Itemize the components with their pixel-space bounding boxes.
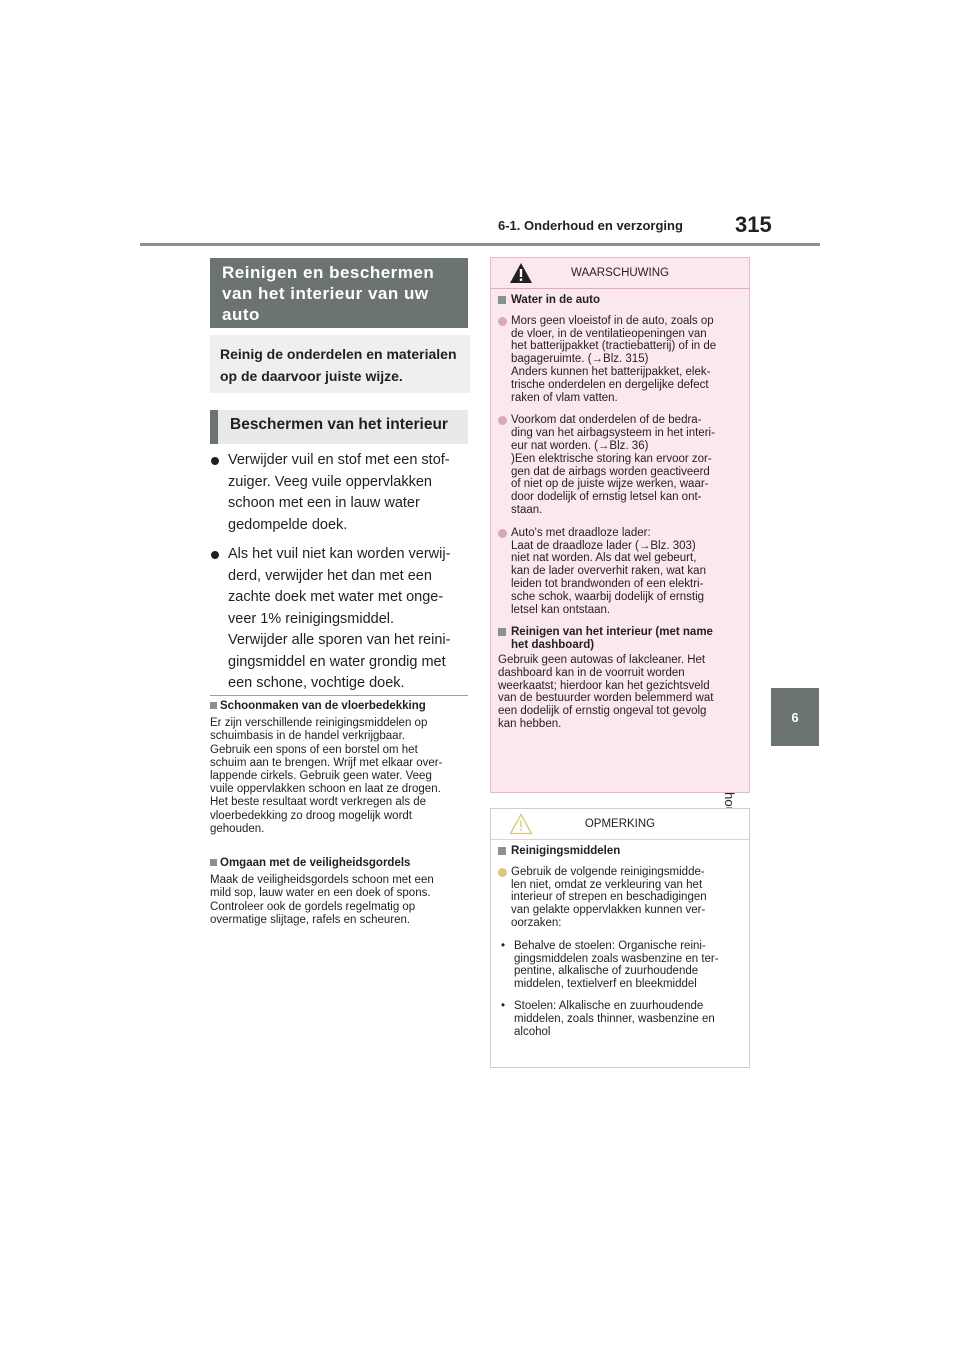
warning-subheading-text: Reinigen van het interieur (met name	[511, 626, 713, 639]
warning-line: dashboard kan in de voorruit worden	[498, 666, 685, 679]
belts-line: overmatige slijtage, rafels en scheuren.	[210, 913, 411, 926]
bullet-dot-icon	[211, 457, 219, 465]
note-line: middelen, textielverf en bleekmiddel	[514, 978, 697, 991]
floor-line: Er zijn verschillende reinigingsmiddelen op	[210, 717, 428, 730]
belts-line: Maak de veiligheidsgordels schoon met een	[210, 874, 434, 887]
bullet-item	[210, 544, 472, 695]
warning-line: of niet op de juiste wijze werken, waar-	[511, 478, 709, 491]
bullet-line: schoon met een in lauw water	[228, 495, 420, 511]
floor-line: vloerbedekking zo droog mogelijk wordt	[210, 809, 412, 822]
warning-line: sche schok, waarbij dodelijk of ernstig	[511, 590, 705, 603]
warning-line: Laat de draadloze lader (→Blz. 303)	[511, 539, 696, 552]
note-line: gingsmiddelen zoals wasbenzine en ter-	[514, 952, 719, 965]
note-subheading	[498, 845, 741, 858]
bullet-line: Verwijder alle sporen van het reini-	[228, 632, 451, 648]
warning-line: gen dat de airbags worden geactiveerd	[511, 465, 710, 478]
warning-item	[498, 315, 741, 405]
bullet-item	[210, 450, 472, 536]
warning-line: niet nat worden. Als dat wel gebeurt,	[511, 552, 697, 565]
belts-line: mild sop, lauw water en een doek of spons.	[210, 887, 431, 900]
floor-heading-text: Schoonmaken van de vloerbedekking	[220, 700, 426, 712]
note-line: oorzaken:	[511, 916, 562, 929]
note-sub-marker: •	[501, 999, 506, 1012]
belts-line: Controleer ook de gordels regelmatig op	[210, 900, 416, 913]
main-heading-line: auto	[222, 305, 260, 324]
warning-subheading-text: het dashboard)	[511, 639, 595, 652]
warning-title: WAARSCHUWING	[571, 267, 669, 279]
warning-line: Gebruik geen autowas of lakcleaner. Het	[498, 653, 706, 666]
warning-subheading	[498, 626, 741, 652]
warning-line: trische onderdelen en dergelijke defect	[511, 378, 709, 391]
floor-line: schuim aan te brengen. Wrijf met elkaar over-	[210, 756, 443, 769]
warning-item	[498, 414, 741, 516]
warning-line: ding van het airbagsysteem in het interi-	[511, 427, 715, 440]
note-line: Stoelen: Alkalische en zuurhoudende	[514, 999, 704, 1012]
seatbelts-block	[210, 857, 472, 927]
warning-line: Anders kunnen het batterijpakket, elek-	[511, 365, 711, 378]
note-line: Gebruik de volgende reinigingsmidde-	[511, 865, 705, 878]
floor-line: Het beste resultaat wordt verkregen als de	[210, 796, 427, 809]
note-box	[490, 808, 750, 1068]
note-line: Behalve de stoelen: Organische reini-	[514, 939, 706, 952]
bullet-line: veer 1% reinigingsmiddel.	[228, 610, 395, 627]
warning-line: kan hebben.	[498, 717, 562, 730]
note-subitem	[498, 940, 741, 991]
bullet-line: zuiger. Veeg vuile oppervlakken	[228, 473, 432, 490]
warning-subheading	[498, 294, 741, 307]
warning-line: staan.	[511, 503, 543, 516]
warning-box	[490, 257, 750, 793]
bullet-dot-icon	[498, 317, 507, 326]
warning-body	[491, 289, 749, 731]
bullet-dot-icon	[498, 868, 507, 877]
warning-line: eur nat worden. (→Blz. 36)	[511, 439, 649, 452]
bullet-line: gingsmiddel en water grondig met	[228, 653, 446, 670]
bullet-line: gedompelde doek.	[228, 516, 348, 533]
bullet-dot-icon	[211, 551, 219, 559]
square-bullet-icon	[498, 847, 506, 855]
main-heading-line: Reinigen en beschermen	[222, 263, 435, 282]
main-heading-line: van het interieur van uw	[222, 284, 429, 303]
intro-box	[210, 335, 470, 393]
warning-line: leiden tot brandwonden of een elektri-	[511, 577, 704, 590]
warning-line: de vloer, in de ventilatieopeningen van	[511, 327, 707, 340]
square-bullet-icon	[498, 628, 506, 636]
warning-line: raken of vlam vatten.	[511, 391, 618, 404]
warning-line: Voorkom dat onderdelen of de bedra-	[511, 414, 702, 427]
warning-line: Mors geen vloeistof in de auto, zoals op	[511, 314, 714, 327]
bullet-dot-icon	[498, 529, 507, 538]
belts-heading	[210, 857, 472, 870]
bullet-line: derd, verwijder het dan met een	[228, 567, 432, 584]
section-divider	[210, 695, 468, 696]
note-line: van gelakte oppervlakken kunnen ver-	[511, 904, 706, 917]
warning-line: )Een elektrische storing kan ervoor zor-	[511, 452, 712, 465]
note-subheading-text: Reinigingsmiddelen	[511, 845, 621, 857]
warning-line: een dodelijk of ernstig ongeval tot gevolg	[498, 705, 707, 718]
chapter-side-label	[771, 756, 819, 916]
floor-line: lappende cirkels. Gebruik geen water. Veeg	[210, 770, 432, 783]
warning-line: Auto's met draadloze lader:	[511, 526, 651, 539]
note-line: middelen, zoals thinner, wasbenzine en	[514, 1012, 715, 1025]
intro-line: Reinig de onderdelen en materialen	[220, 346, 457, 362]
sub-heading: Beschermen van het interieur	[210, 410, 468, 444]
bullet-line: zachte doek met water met onge-	[228, 589, 444, 605]
bullet-list	[210, 450, 472, 703]
warning-line: kan de lader oververhit raken, wat kan	[511, 565, 706, 578]
warning-item	[498, 527, 741, 617]
caution-triangle-icon	[509, 813, 533, 835]
chapter-tab: 6	[771, 688, 819, 746]
bullet-line: Verwijder vuil en stof met een stof-	[228, 452, 450, 468]
note-line: pentine, alkalische of zuurhoudende	[514, 965, 699, 978]
note-title: OPMERKING	[584, 818, 656, 830]
belts-heading-text: Omgaan met de veiligheidsgordels	[220, 857, 411, 869]
square-bullet-icon	[498, 296, 506, 304]
intro-line: op de daarvoor juiste wijze.	[220, 368, 403, 384]
warning-line: bagageruimte. (→Blz. 315)	[511, 353, 649, 366]
floor-line: schuimbasis in de handel verkrijgbaar.	[210, 730, 405, 743]
note-sub-marker: •	[501, 939, 506, 952]
warning-subheading-text: Water in de auto	[511, 294, 601, 306]
square-bullet-icon	[210, 702, 217, 709]
note-subitem	[498, 1000, 741, 1038]
square-bullet-icon	[210, 859, 217, 866]
floor-line: Gebruik een spons of een borstel om het	[210, 743, 418, 756]
bullet-dot-icon	[498, 416, 507, 425]
warning-triangle-icon	[509, 262, 533, 284]
floor-line: gehouden.	[210, 822, 265, 835]
page-number: 315	[735, 212, 772, 237]
running-head: 6-1. Onderhoud en verzorging	[498, 218, 683, 233]
floor-line: vuile oppervlakken schoon en laat ze drogen.	[210, 783, 441, 796]
main-heading	[210, 258, 468, 328]
warning-line: van de bestuurder worden belemmerd wat	[498, 692, 714, 705]
bullet-line: een schone, vochtige doek.	[228, 675, 405, 691]
floor-heading	[210, 700, 472, 713]
note-line: len niet, omdat ze verkleuring van het	[511, 878, 703, 891]
warning-line: het batterijpakket (tractiebatterij) of in de	[511, 340, 717, 353]
note-header	[491, 809, 749, 840]
header-rule	[140, 243, 820, 246]
note-line: alcohol	[514, 1025, 551, 1038]
note-item	[498, 866, 741, 930]
note-body	[491, 840, 749, 1038]
note-line: interieur of strepen en beschadigingen	[511, 891, 707, 904]
warning-line: door dodelijk of ernstig letsel kan ont-	[511, 491, 702, 504]
warning-line: letsel kan ontstaan.	[511, 603, 611, 616]
warning-paragraph	[498, 654, 741, 731]
warning-line: weerkaatst; hierdoor kan het gezichtsveld	[498, 679, 710, 692]
floor-cleaning-block	[210, 700, 472, 836]
warning-header	[491, 258, 749, 289]
bullet-line: Als het vuil niet kan worden verwij-	[228, 546, 451, 562]
